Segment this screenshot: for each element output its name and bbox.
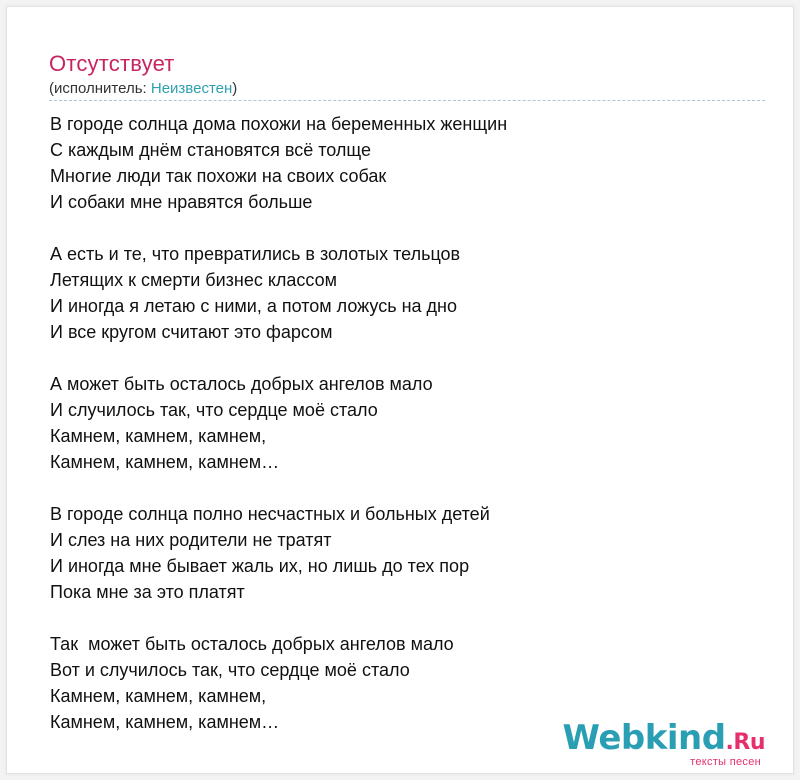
lyric-line: Вот и случилось так, что сердце моё стало [50, 660, 410, 680]
content-card [6, 6, 794, 774]
lyric-line: И собаки мне нравятся больше [50, 192, 313, 212]
site-logo[interactable] [563, 719, 765, 768]
lyric-line: Летящих к смерти бизнес классом [50, 270, 338, 290]
artist-link[interactable]: Неизвестен [150, 80, 233, 97]
lyric-line: И все кругом считают это фарсом [50, 322, 333, 342]
logo-tagline: тексты песен [690, 756, 761, 768]
lyric-line: Пока мне за это платят [50, 582, 245, 602]
lyric-line: И иногда мне бывает жаль их, но лишь до тех пор [50, 556, 470, 576]
stanza [50, 501, 770, 605]
lyric-line: Так может быть осталось добрых ангелов мало [50, 634, 454, 654]
lyric-line: В городе солнца полно несчастных и больных детей [50, 504, 490, 524]
song-title: Отсутствует [49, 51, 175, 76]
stanza [50, 371, 770, 475]
lyric-line: Камнем, камнем, камнем… [50, 452, 280, 472]
lyric-line: А может быть осталось добрых ангелов мало [50, 374, 433, 394]
lyric-line: Камнем, камнем, камнем, [50, 686, 267, 706]
artist-suffix: ) [232, 80, 238, 97]
lyric-line: А есть и те, что превратились в золотых тельцов [50, 244, 461, 264]
lyric-line: И иногда я летаю с ними, а потом ложусь на дно [50, 296, 458, 316]
lyric-line: С каждым днём становятся всё толще [50, 140, 372, 160]
logo-domain: .Ru [725, 730, 765, 755]
lyric-line: И случилось так, что сердце моё стало [50, 400, 378, 420]
lyric-line: И слез на них родители не тратят [50, 530, 332, 550]
divider [49, 100, 765, 101]
lyric-line: Камнем, камнем, камнем, [50, 426, 267, 446]
lyrics-text [50, 111, 770, 761]
lyric-line: Многие люди так похожи на своих собак [50, 166, 387, 186]
artist-prefix: (исполнитель: [49, 80, 151, 97]
stanza [50, 241, 770, 345]
lyric-line: В городе солнца дома похожи на беременных женщин [50, 114, 508, 134]
lyric-line: Камнем, камнем, камнем… [50, 712, 280, 732]
stanza [50, 111, 770, 215]
logo-main-text: Webkind [562, 718, 726, 758]
artist-line [49, 80, 237, 97]
